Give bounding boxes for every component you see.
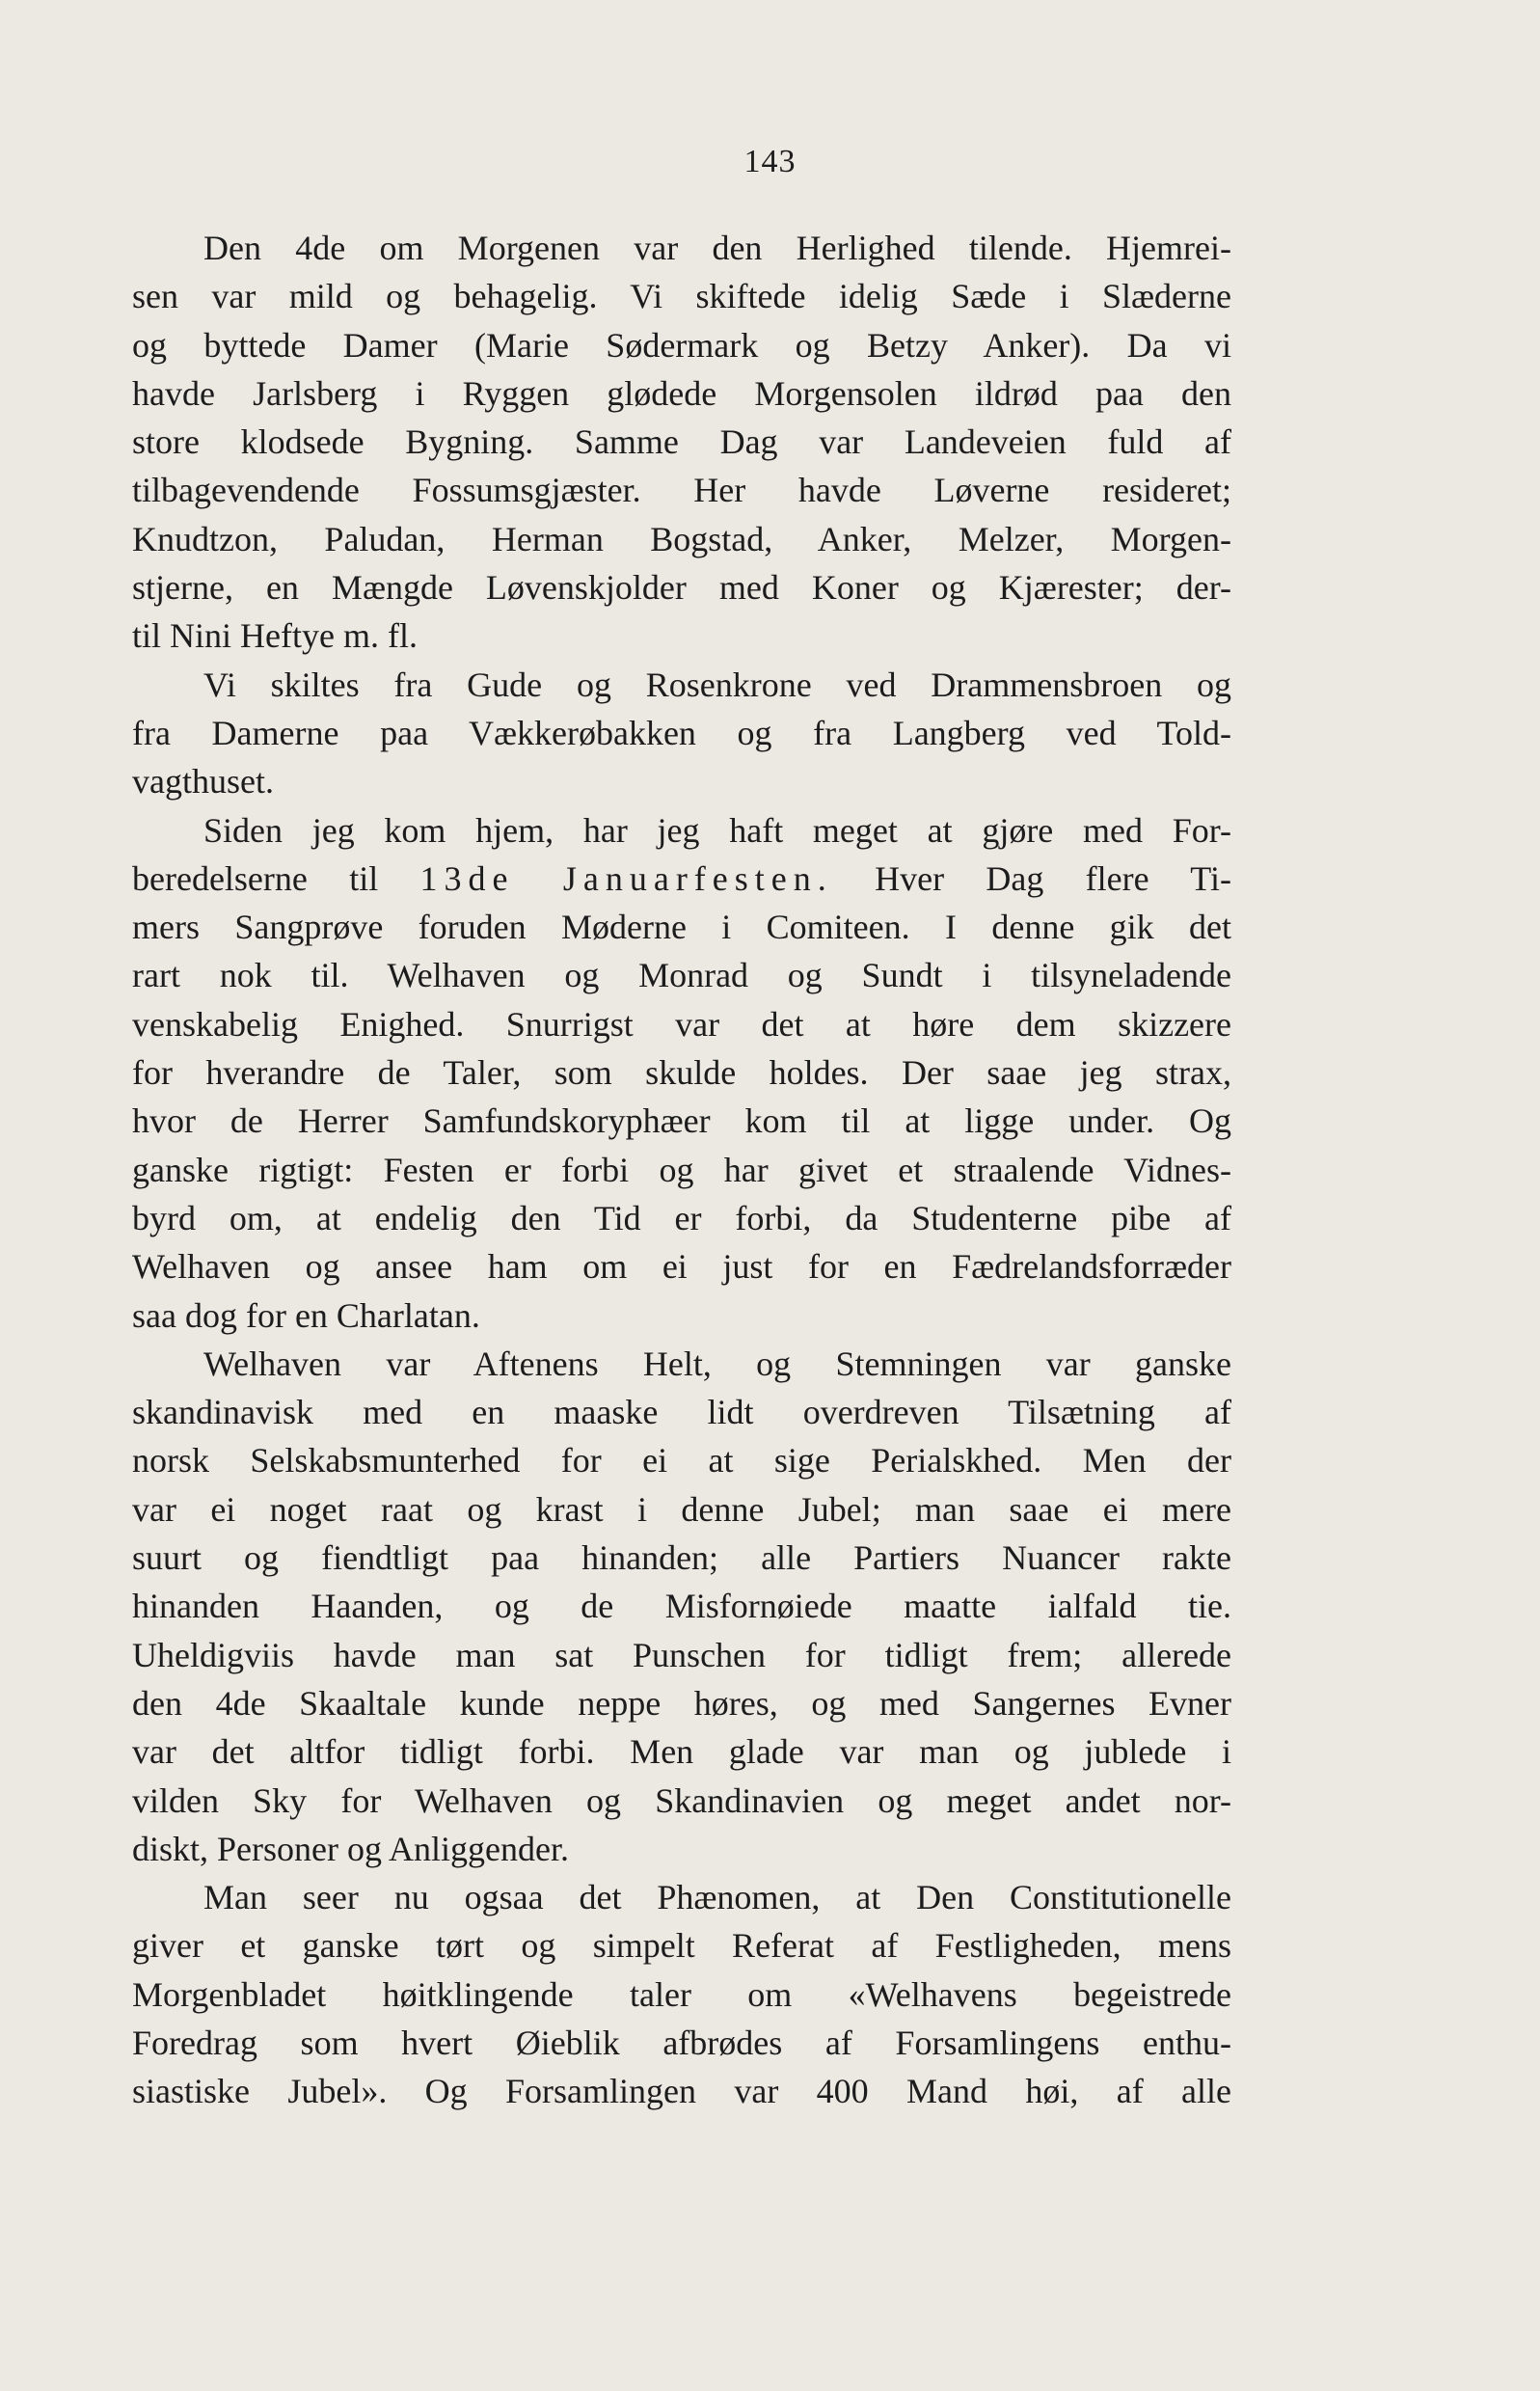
text-line: ganske rigtigt: Festen er forbi og har givet et straalende Vidnes- <box>132 1150 1231 1189</box>
text-line: og byttede Damer (Marie Sødermark og Betzy Anker). Da vi <box>132 325 1231 365</box>
text-line: venskabelig Enighed. Snurrigst var det at høre dem skizzere <box>132 1004 1231 1044</box>
text-line: til Nini Heftye m. fl. <box>132 616 418 656</box>
text-line: store klodsede Bygning. Samme Dag var Landeveien fuld af <box>132 422 1231 462</box>
text-line: var ei noget raat og krast i denne Jubel; man saae ei mere <box>132 1489 1231 1529</box>
text-line: var det altfor tidligt forbi. Men glade var man og jublede i <box>132 1732 1231 1772</box>
text-line: fra Damerne paa Vækkerøbakken og fra Langberg ved Told- <box>132 713 1231 752</box>
text-line: Knudtzon, Paludan, Herman Bogstad, Anker, Melzer, Morgen- <box>132 519 1231 558</box>
spaced-event-title: 13de Januarfesten. <box>419 858 833 898</box>
text-line: diskt, Personer og Anliggender. <box>132 1829 569 1868</box>
text-line: rart nok til. Welhaven og Monrad og Sundt i tilsyneladende <box>132 956 1231 995</box>
text-line: vilden Sky for Welhaven og Skandinavien og meget andet nor- <box>132 1780 1231 1820</box>
text-line: for hverandre de Taler, som skulde holdes. Der saae jeg strax, <box>132 1053 1231 1093</box>
text-line: havde Jarlsberg i Ryggen glødede Morgensolen ildrød paa den <box>132 373 1231 413</box>
text-line: saa dog for en Charlatan. <box>132 1295 480 1335</box>
text-line: vagthuset. <box>132 762 274 802</box>
text-line: hinanden Haanden, og de Misfornøiede maatte ialfald tie. <box>132 1587 1231 1626</box>
text-line: den 4de Skaaltale kunde neppe høres, og med Sangernes Evner <box>132 1683 1231 1723</box>
text-segment: Hver Dag flere Ti- <box>832 858 1231 898</box>
text-line: sen var mild og behagelig. Vi skiftede idelig Sæde i Slæderne <box>132 277 1231 316</box>
text-line: Morgenbladet høitklingende taler om «Welhavens begeistrede <box>132 1974 1231 2014</box>
text-line: norsk Selskabsmunterhed for ei at sige Perialskhed. Men der <box>132 1441 1231 1481</box>
text-line: giver et ganske tørt og simpelt Referat af Festligheden, mens <box>132 1926 1231 1966</box>
text-line: Welhaven og ansee ham om ei just for en Fædrelandsforræder <box>132 1247 1231 1287</box>
text-line: Welhaven var Aftenens Helt, og Stemningen var ganske <box>203 1344 1231 1383</box>
text-line: Uheldigviis havde man sat Punschen for tidligt frem; allerede <box>132 1635 1231 1674</box>
text-line: Vi skiltes fra Gude og Rosenkrone ved Drammensbroen og <box>203 665 1231 704</box>
text-line: byrd om, at endelig den Tid er forbi, da Studenterne pibe af <box>132 1198 1231 1237</box>
text-line: mers Sangprøve foruden Møderne i Comiteen. I denne gik det <box>132 908 1231 947</box>
text-line: Foredrag som hvert Øieblik afbrødes af Forsamlingens enthu- <box>132 2023 1231 2062</box>
text-line: siastiske Jubel». Og Forsamlingen var 400 Mand høi, af alle <box>132 2072 1231 2111</box>
text-line-with-spaced-title <box>132 855 1231 903</box>
text-line: hvor de Herrer Samfundskoryphæer kom til at ligge under. Og <box>132 1101 1231 1141</box>
page-number: 143 <box>743 144 797 179</box>
text-line: skandinavisk med en maaske lidt overdreven Tilsætning af <box>132 1393 1231 1432</box>
body-text <box>132 224 1231 2116</box>
text-line: Man seer nu ogsaa det Phænomen, at Den Constitutionelle <box>203 1878 1231 1917</box>
text-line: Siden jeg kom hjem, har jeg haft meget at gjøre med For- <box>203 810 1231 850</box>
text-line: Den 4de om Morgenen var den Herlighed tilende. Hjemrei- <box>203 229 1231 267</box>
text-line: tilbagevendende Fossumsgjæster. Her havde Løverne resideret; <box>132 471 1231 510</box>
text-segment: beredelserne til <box>132 858 420 898</box>
text-line: stjerne, en Mængde Løvenskjolder med Koner og Kjærester; der- <box>132 568 1231 608</box>
text-line: suurt og fiendtligt paa hinanden; alle Partiers Nuancer rakte <box>132 1538 1231 1578</box>
